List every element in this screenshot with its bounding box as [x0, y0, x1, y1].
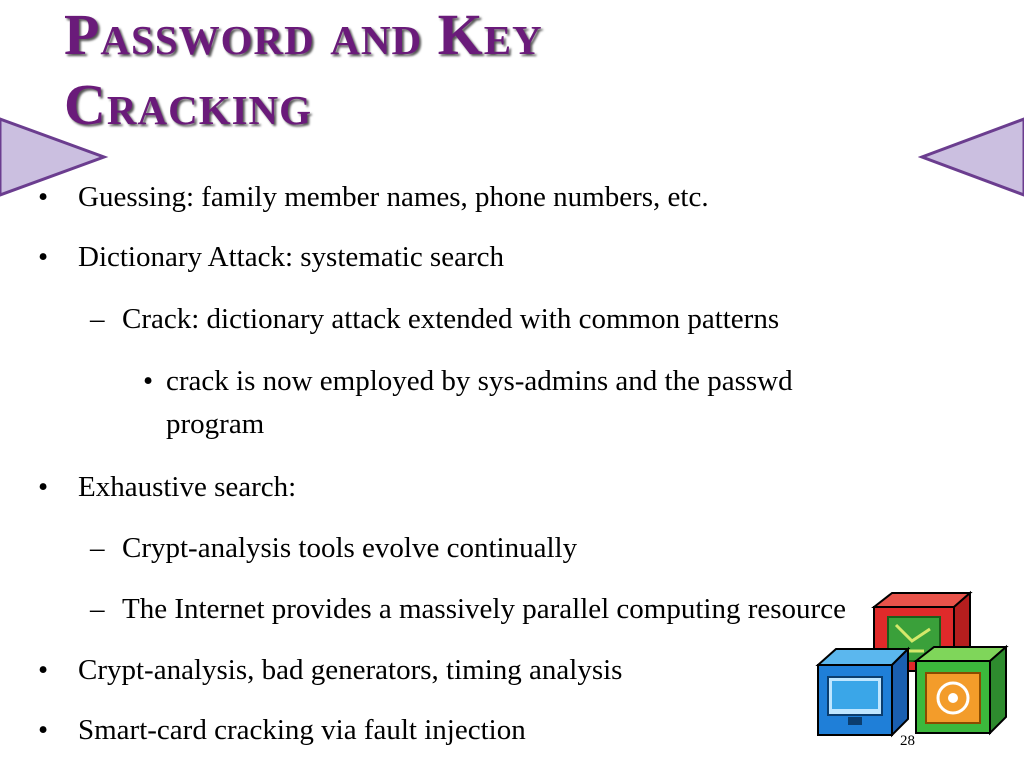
page-number: 28 [900, 733, 915, 749]
sub-sub-bullet-text: crack is now employed by sys-admins and the passwd [166, 365, 793, 397]
slide-title-line-2: Cracking [64, 72, 313, 137]
bullet-text: Exhaustive search: [78, 471, 297, 503]
slide-title-line-1: Password and Key [64, 2, 543, 67]
sub-sub-bullet-text-continued: program [166, 408, 265, 440]
sub-bullet-marker: – [90, 303, 105, 335]
bullet-text: Smart-card cracking via fault injection [78, 714, 526, 746]
bullet-marker: • [38, 714, 49, 746]
bullet-text: Guessing: family member names, phone numbers, etc. [78, 181, 709, 213]
computer-blocks-icon [812, 585, 1024, 745]
bullet-text: Crypt-analysis, bad generators, timing analysis [78, 654, 623, 686]
sub-bullet-text: Crypt-analysis tools evolve continually [122, 532, 578, 564]
sub-bullet-marker: – [90, 532, 105, 564]
sub-bullet-text: The Internet provides a massively parallel computing resource [122, 593, 846, 625]
sub-bullet-text: Crack: dictionary attack extended with common patterns [122, 303, 780, 335]
bullet-marker: • [38, 654, 49, 686]
sub-bullet-marker: – [90, 593, 105, 625]
bullet-marker: • [38, 471, 49, 503]
bullet-marker: • [38, 181, 49, 213]
bullet-marker: • [38, 241, 49, 273]
sub-sub-bullet-marker: • [143, 365, 154, 397]
bullet-text: Dictionary Attack: systematic search [78, 241, 504, 273]
